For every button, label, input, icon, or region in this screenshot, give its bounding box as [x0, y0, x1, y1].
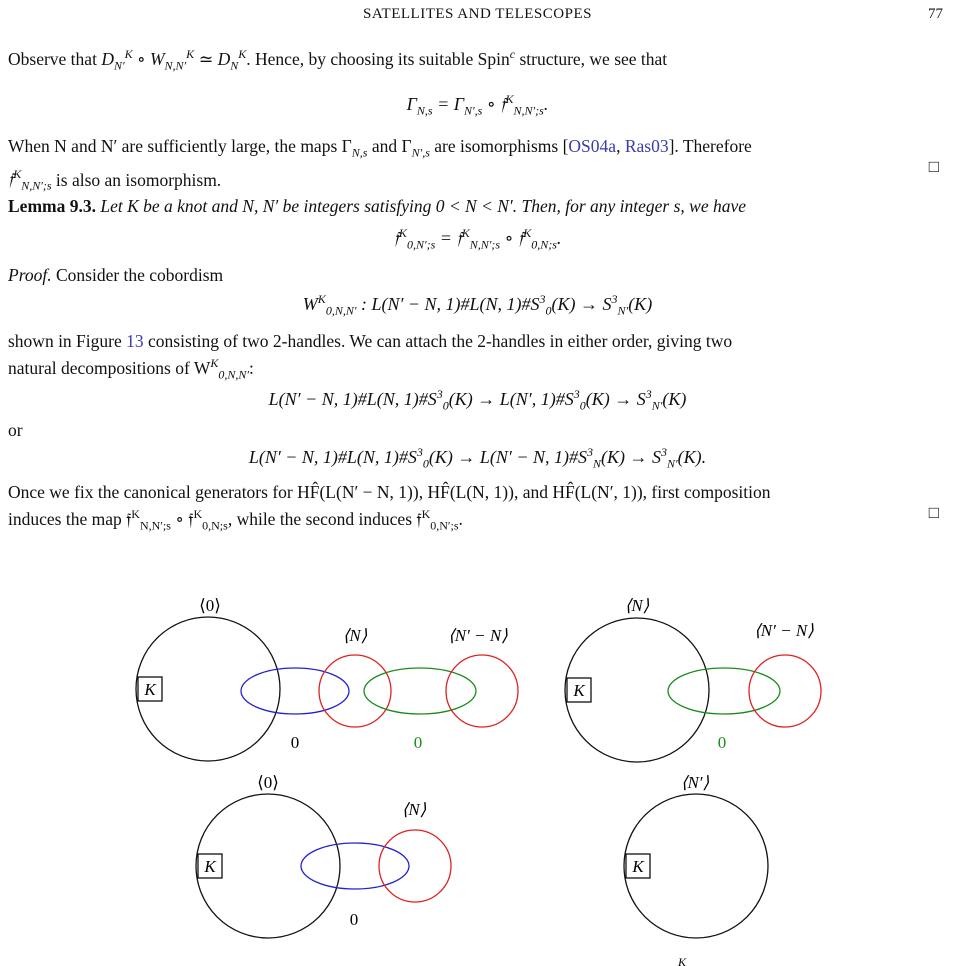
diagram-b [565, 596, 821, 762]
equation-cobordism: $W^K_{0,N,N'}$ : L(N′ − N, 1)#L(N, $1)\#S^3_0(K) \to S^3_{N'}(K)$ [302, 292, 653, 318]
running-title: SATELLITES AND TELESCOPES [363, 6, 592, 22]
paragraph-observe: Observe that $D_{N'}^K$ ∘ $W_{N,N'}^K$ ≃ $D_N^K$. Hence, by choosing its suitable Spin$^c$ structure, we see that [8, 47, 668, 73]
equation-decomposition-1: L(N′ − N, 1)#L(N, $1)\#S^3_0(K) \to L(N'$, $1)\#S^3_0(K) \to S^3_{N'}(K)$ [268, 387, 687, 413]
citation-ras03[interactable]: Ras03 [624, 136, 669, 156]
page-number: 77 [928, 6, 943, 22]
knot-label-d: K [632, 857, 644, 876]
equation-composition: 𝔣$^K_{0,N';s}$ = 𝔣$^K_{N,N';s}$ ∘ 𝔣$^K_{0,N;s}$. [393, 226, 562, 252]
proof-intro: Proof. Consider the cobordism [8, 265, 224, 285]
label-zero-top-c: ⟨0⟩ [257, 773, 279, 792]
lemma-label: Lemma 9.3. [8, 196, 96, 216]
text-or: or [8, 420, 23, 440]
map-f-nnprime: 𝔣$^K_{N,N';s}$ [8, 167, 52, 193]
framing-blue-a: 0 [290, 733, 300, 752]
framing-blue-c: 0 [349, 910, 359, 929]
paragraph-figure-ref: shown in Figure 13 consisting of two 2-handles. We can attach the 2-handles in either order, giving two natural decompositions of $W^K_{0,N,N'}$: [8, 331, 733, 382]
proof-label: Proof. [8, 265, 52, 285]
knot-label-c: K [204, 857, 216, 876]
red-unknot-c [379, 830, 451, 902]
knot-label-a: K [144, 680, 156, 699]
diagram-c [196, 773, 451, 938]
label-nprime-d: ⟨N′⟩ [680, 773, 710, 792]
figure-link[interactable]: 13 [126, 331, 144, 351]
equation-decomposition-2: L(N′ − N, 1)#L(N, $1)\#S^3_0(K) \to L(N' - N$, $1)\#S^3_N(K) \to S^3_{N'}(K)$. [248, 445, 707, 471]
green-unknot-b [668, 668, 780, 714]
red-unknot-a [319, 655, 391, 727]
red-unknot-b [749, 655, 821, 727]
framing-green-a: 0 [413, 733, 423, 752]
label-zero-top-a: ⟨0⟩ [199, 596, 221, 615]
paragraph-isomorphisms: When N and N′ are sufficiently large, the maps $\Gamma_{N,s}$ and $\Gamma_{N',s}$ are isomorphisms [OS04a, Ras03]. Therefore 𝔣$^K_{N,N';s}$ is also an isomorphism. [8, 136, 752, 193]
diagram-a [136, 596, 518, 761]
blue-unknot-a [241, 668, 349, 714]
caption-fragment: K [678, 955, 687, 966]
framing-green-b: 0 [717, 733, 727, 752]
label-nprime-minus-n-a: ⟨N′ − N⟩ [448, 626, 508, 645]
label-nprime-minus-n-b: ⟨N′ − N⟩ [754, 621, 814, 640]
qed-symbol-2: □ [928, 503, 939, 522]
lemma-statement: Let K be a knot and N, N′ be integers satisfying 0 < N < N′. Then, for any integer s, we have [95, 196, 747, 216]
citation-os04a[interactable]: OS04a [568, 136, 617, 156]
paragraph-canonical-generators: Once we fix the canonical generators for HF̂(L(N′ − N, 1)), HF̂(L(N, 1)), and HF̂(L(N′, 1)), first composition induces the map 𝔣$^K_{N,N';s}$ ∘ 𝔣$^K_{0,N;s}$, while the second induces 𝔣$^K_{0,N';s}$. [8, 482, 771, 533]
diagram-d [624, 773, 768, 938]
equation-gamma: $\Gamma_{N,s} = \Gamma_{N',s}$ ∘ 𝔣$^K_{N,N';s}$. [406, 92, 549, 118]
green-unknot-a [364, 668, 476, 714]
label-n-b: ⟨N⟩ [624, 596, 650, 615]
label-n-c: ⟨N⟩ [401, 800, 427, 819]
blue-unknot-c [301, 843, 409, 889]
red-unknot-a2 [446, 655, 518, 727]
qed-symbol-1: □ [928, 157, 939, 176]
label-n-a: ⟨N⟩ [342, 626, 368, 645]
knot-label-b: K [573, 681, 585, 700]
